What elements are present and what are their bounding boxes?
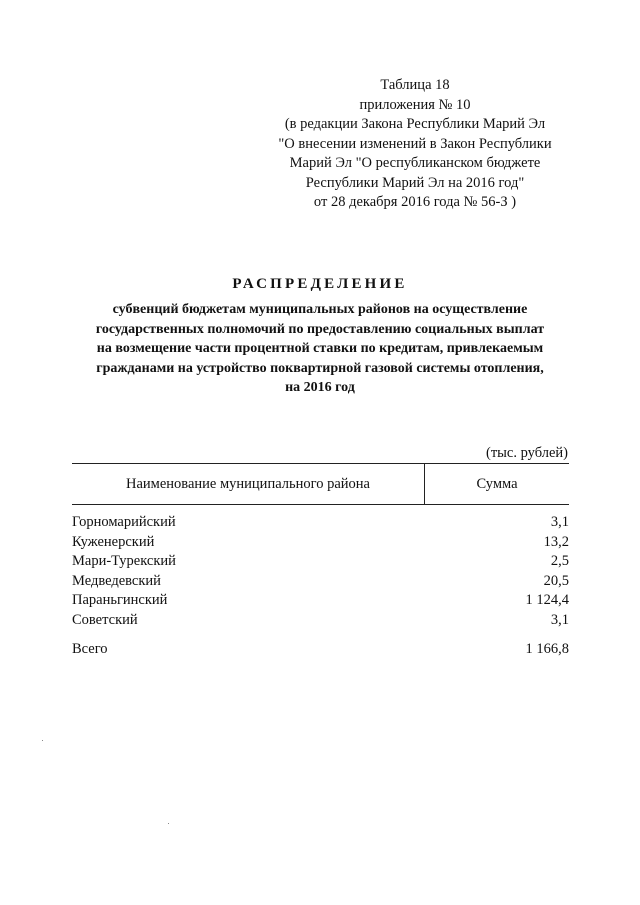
column-header-name: Наименование муниципального района <box>72 464 425 504</box>
table-body <box>72 505 569 659</box>
distribution-table <box>72 463 569 659</box>
header-line: (в редакции Закона Республики Марий Эл <box>284 116 546 132</box>
district-sum: 1 124,4 <box>525 592 569 609</box>
table-row <box>72 513 569 533</box>
table-row <box>72 591 569 611</box>
scan-speck <box>168 823 169 824</box>
district-name: Медведевский <box>72 572 161 589</box>
scan-speck <box>42 740 43 741</box>
total-sum: 1 166,8 <box>525 640 569 657</box>
district-name: Куженерский <box>72 533 155 550</box>
document-title: РАСПРЕДЕЛЕНИЕ <box>232 276 408 292</box>
header-line: Республики Марий Эл на 2016 год" <box>305 174 525 191</box>
header-line: "О внесении изменений в Закон Республики <box>278 135 552 152</box>
subtitle-line: на 2016 год <box>285 380 355 395</box>
district-name: Советский <box>72 611 138 628</box>
district-sum: 3,1 <box>550 611 569 628</box>
table-row <box>72 552 569 572</box>
district-sum: 20,5 <box>543 572 569 589</box>
total-label: Всего <box>72 640 108 657</box>
column-header-sum: Сумма <box>476 475 518 492</box>
district-name: Горномарийский <box>72 514 176 530</box>
document-subtitle <box>60 300 580 398</box>
table-header <box>72 463 569 505</box>
table-row <box>72 533 569 553</box>
appendix-header <box>260 76 570 213</box>
subtitle-line: государственных полномочий по предоставлению социальных выплат <box>95 321 545 337</box>
district-sum: 13,2 <box>543 533 569 550</box>
header-line: от 28 декабря 2016 года № 56-З ) <box>313 194 517 210</box>
subtitle-line: гражданами на устройство поквартирной газовой системы отопления, <box>96 360 544 376</box>
header-line: Таблица 18 <box>380 77 450 93</box>
units-label: (тыс. рублей) <box>486 445 568 461</box>
district-sum: 3,1 <box>550 514 569 530</box>
district-sum: 2,5 <box>550 553 569 570</box>
header-line: Марий Эл "О республиканском бюджете <box>289 155 541 171</box>
subtitle-line: на возмещение части процентной ставки по кредитам, привлекаемым <box>96 341 544 356</box>
district-name: Параньгинский <box>72 592 168 609</box>
district-name: Мари-Турекский <box>72 553 176 570</box>
header-line: приложения № 10 <box>359 96 471 113</box>
table-row <box>72 611 569 631</box>
total-row <box>72 640 569 660</box>
subtitle-line: субвенций бюджетам муниципальных районов на осуществление <box>112 302 528 317</box>
table-row <box>72 572 569 592</box>
